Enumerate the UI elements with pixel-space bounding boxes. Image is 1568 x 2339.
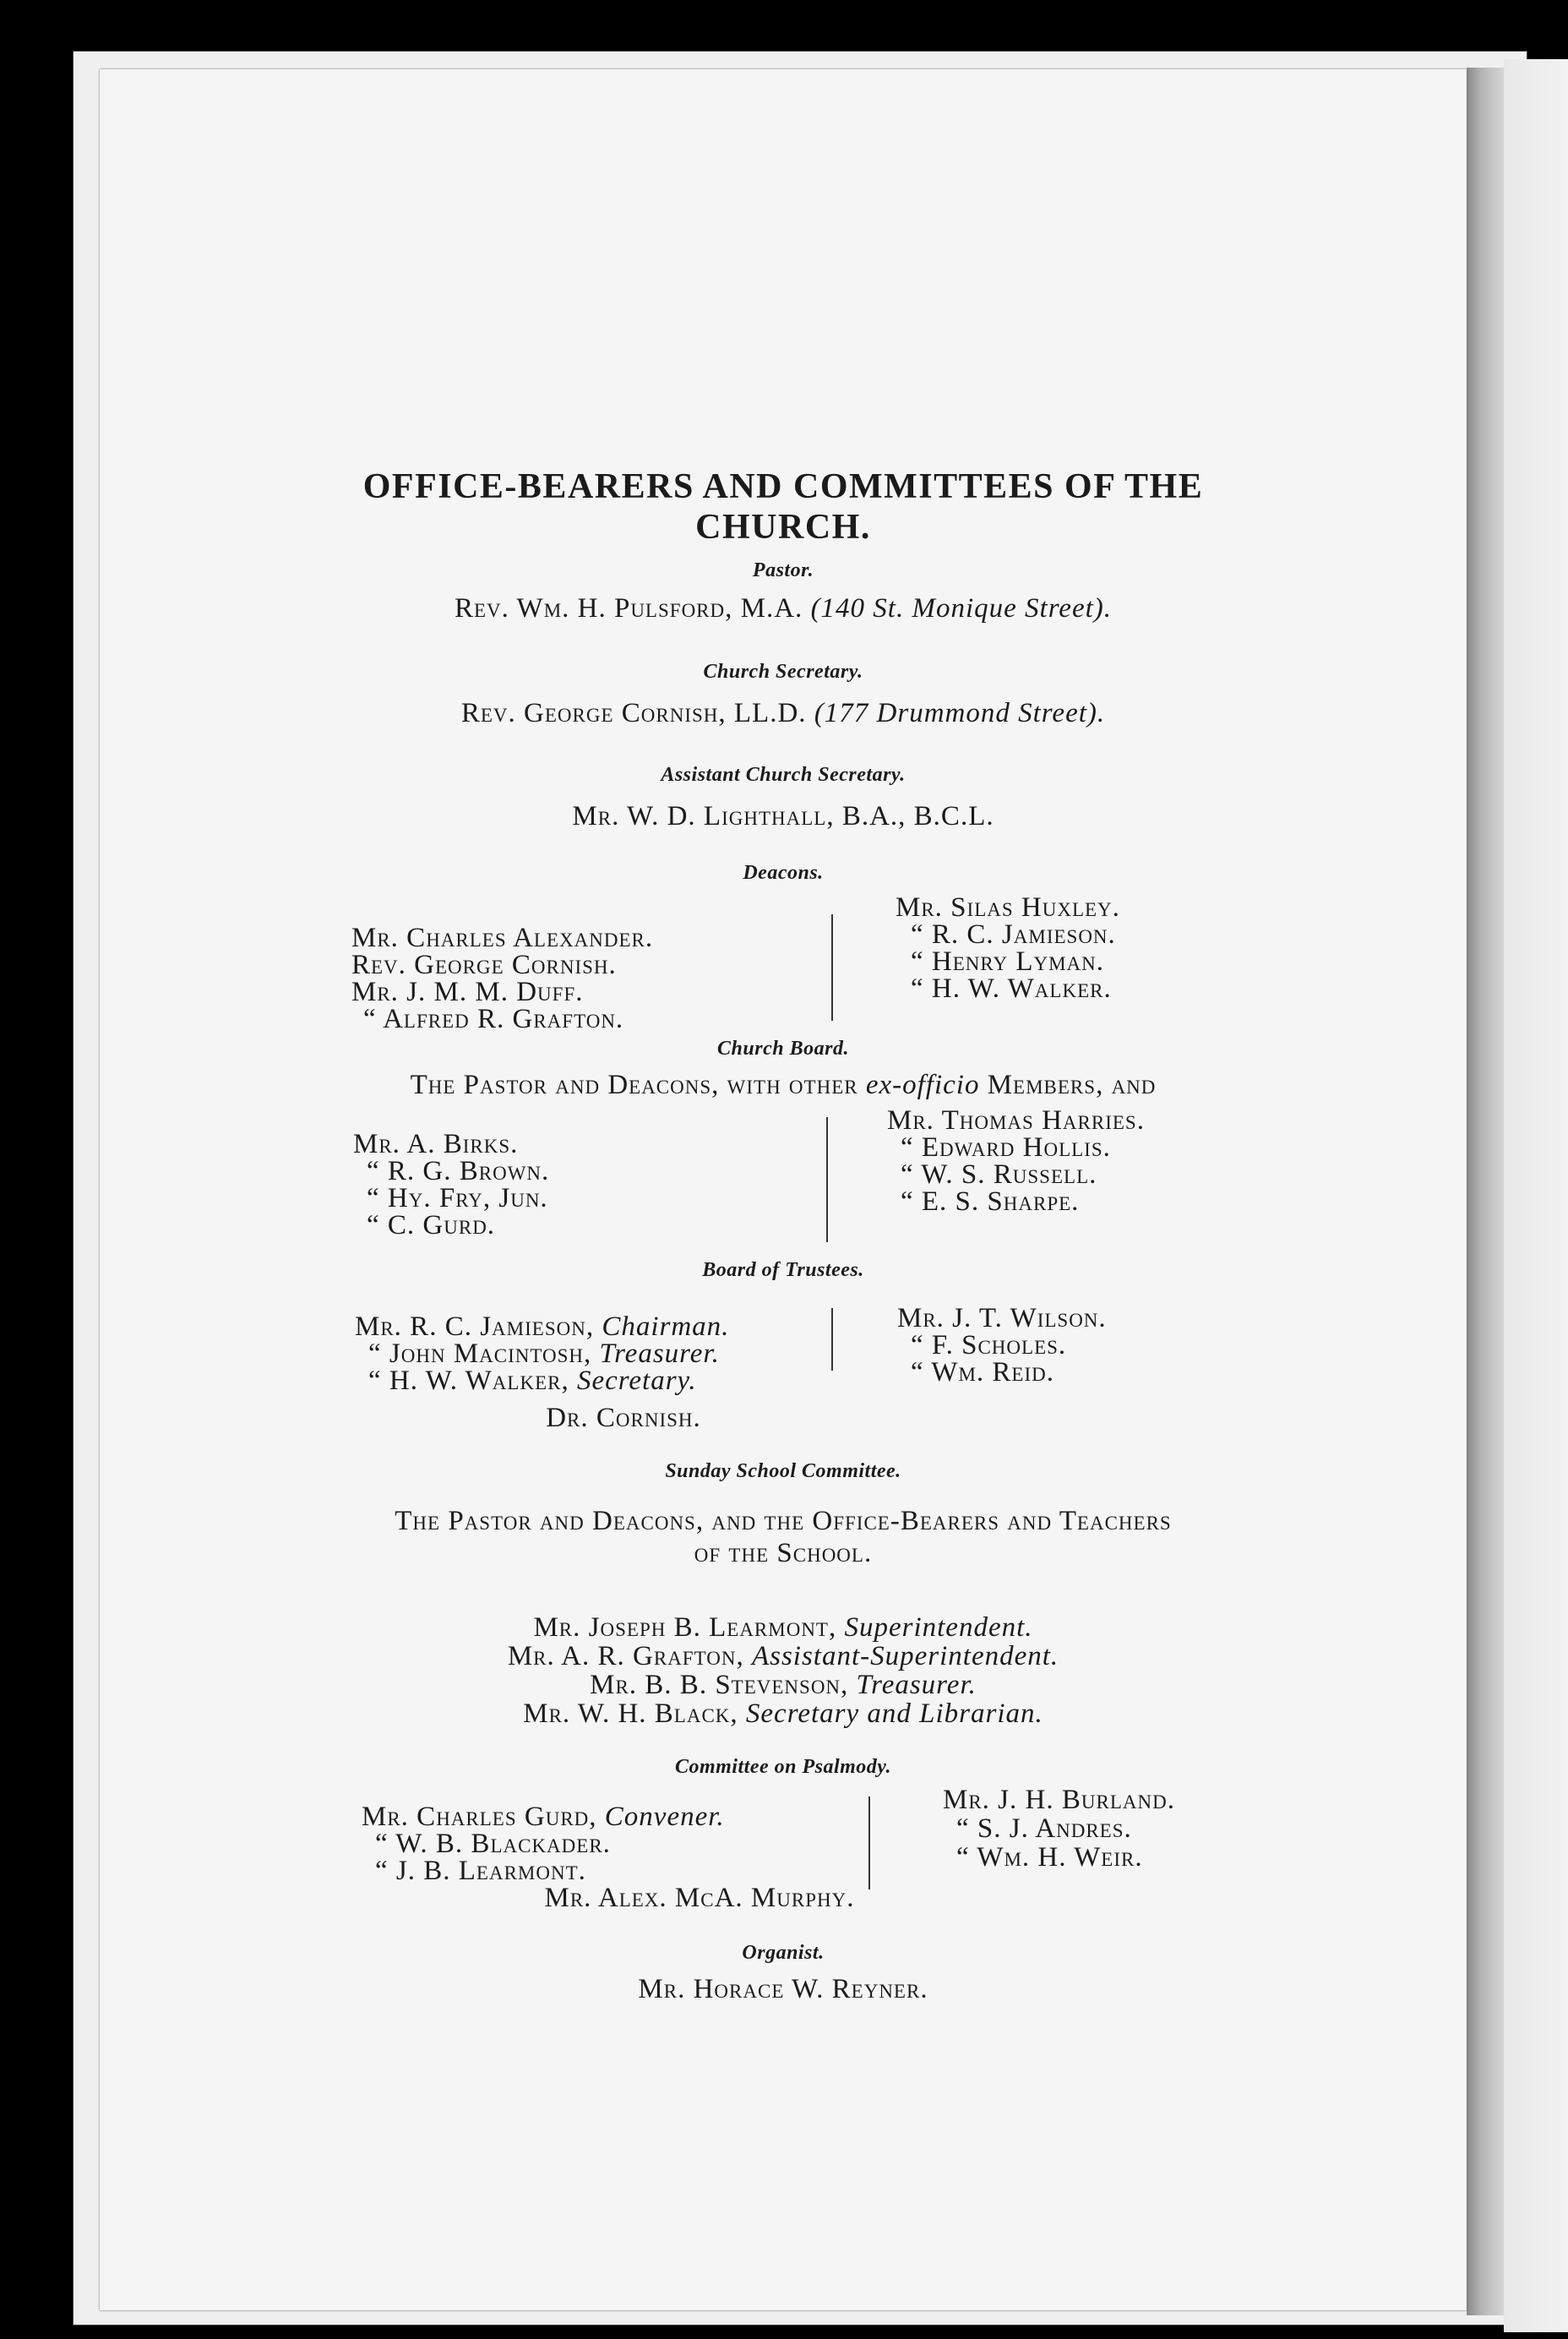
deacon-right-2: “ R. C. Jamieson. [911,919,1116,950]
psalmody-right-1: Mr. J. H. Burland. [943,1785,1175,1815]
psalmody-left-3: “ J. B. Learmont. [375,1856,586,1886]
trustees-heading: Board of Trustees. [702,1259,864,1281]
officer-role: Secretary and Librarian. [745,1698,1043,1729]
board-member-right-3: “ W. S. Russell. [901,1159,1097,1190]
pastor-address: (140 St. Monique Street). [810,593,1113,624]
officer-name: Mr. B. B. Stevenson, [590,1670,849,1700]
sunday-school-intro-line-1: The Pastor and Deacons, and the Office-Bearers and Teachers [395,1506,1172,1536]
deacon-right-3: “ Henry Lyman. [911,946,1105,977]
church-board-divider [826,1117,828,1242]
assistant-secretary-heading: Assistant Church Secretary. [661,764,906,786]
board-member-left-4: “ C. Gurd. [367,1210,496,1240]
trustees-divider [831,1308,833,1371]
document-page [100,69,1467,2310]
church-board-intro-before: The Pastor and Deacons, with other [410,1070,858,1100]
church-secretary-heading: Church Secretary. [703,661,863,683]
trustee-left-3 [368,1366,697,1397]
trustee-name: “ H. W. Walker, [368,1366,569,1396]
officer-role: Superintendent. [844,1612,1033,1643]
deacon-left-1: Mr. Charles Alexander. [351,923,654,953]
deacon-right-4: “ H. W. Walker. [911,973,1112,1004]
pastor-name: Rev. Wm. H. Pulsford, M.A. [454,593,803,624]
facing-page-edge [1504,59,1568,2332]
sunday-school-heading: Sunday School Committee. [665,1460,901,1482]
officer-name: Mr. W. H. Black, [523,1698,738,1729]
page-title-line-1: OFFICE-BEARERS AND COMMITTEES OF THE [362,467,1204,506]
trustees-footer: Dr. Cornish. [546,1403,701,1433]
page-spine-shadow [1467,68,1504,2315]
trustee-name: “ John Macintosh, [368,1339,592,1369]
church-secretary-name: Rev. George Cornish, LL.D. [460,698,807,728]
page-title-line-2: CHURCH. [695,508,871,547]
psalmody-right-3: “ Wm. H. Weir. [956,1842,1143,1873]
trustee-right-1: Mr. J. T. Wilson. [897,1303,1107,1333]
deacon-left-2: Rev. George Cornish. [351,950,617,980]
trustee-role: Secretary. [576,1366,697,1396]
officer-name: Mr. A. R. Grafton, [507,1641,744,1671]
church-board-intro [100,1070,1467,1101]
church-board-intro-after: Members, and [987,1070,1157,1100]
board-member-right-2: “ Edward Hollis. [901,1132,1111,1163]
psalmody-divider [868,1797,870,1889]
deacon-right-1: Mr. Silas Huxley. [896,892,1120,923]
sunday-school-officer-3 [100,1670,1467,1701]
psalmody-left-2: “ W. B. Blackader. [375,1829,611,1859]
psalmody-right-2: “ S. J. Andres. [956,1813,1132,1844]
trustee-right-3: “ Wm. Reid. [911,1357,1054,1388]
board-member-left-3: “ Hy. Fry, Jun. [367,1183,548,1213]
officer-role: Treasurer. [856,1670,977,1700]
church-secretary-line [100,698,1467,729]
psalmody-heading: Committee on Psalmody. [674,1756,892,1778]
sunday-school-intro-line-2: of the School. [694,1538,873,1568]
trustee-role: Treasurer. [599,1339,720,1369]
church-board-heading: Church Board. [717,1038,849,1060]
deacons-heading: Deacons. [743,862,824,884]
sunday-school-officer-2 [100,1641,1467,1672]
psalmody-footer: Mr. Alex. McA. Murphy. [544,1883,855,1913]
officer-role: Assistant-Superintendent. [751,1641,1059,1671]
psalmody-member-name: Mr. Charles Gurd, [362,1802,597,1832]
board-member-right-1: Mr. Thomas Harries. [887,1105,1145,1136]
organist-name: Mr. Horace W. Reyner. [638,1974,928,2004]
organist-heading: Organist. [742,1942,825,1964]
church-secretary-address: (177 Drummond Street). [814,698,1106,728]
deacons-divider [831,914,833,1021]
board-member-left-1: Mr. A. Birks. [353,1129,519,1159]
sunday-school-officer-1 [100,1612,1467,1644]
sunday-school-officer-4 [100,1698,1467,1730]
deacon-left-3: Mr. J. M. M. Duff. [351,977,584,1007]
board-member-left-2: “ R. G. Brown. [367,1156,550,1186]
trustee-name: Mr. R. C. Jamieson, [355,1311,595,1342]
trustee-right-2: “ F. Scholes. [911,1330,1067,1360]
pastor-heading: Pastor. [752,559,814,581]
pastor-line [100,593,1467,624]
church-board-intro-italic: ex-officio [865,1070,980,1100]
trustee-role: Chairman. [602,1311,730,1342]
deacon-left-4: “ Alfred R. Grafton. [363,1004,624,1034]
officer-name: Mr. Joseph B. Learmont, [533,1612,837,1643]
board-member-right-4: “ E. S. Sharpe. [901,1186,1080,1217]
psalmody-member-role: Convener. [604,1802,725,1832]
assistant-secretary-name: Mr. W. D. Lighthall, B.A., B.C.L. [572,801,994,831]
